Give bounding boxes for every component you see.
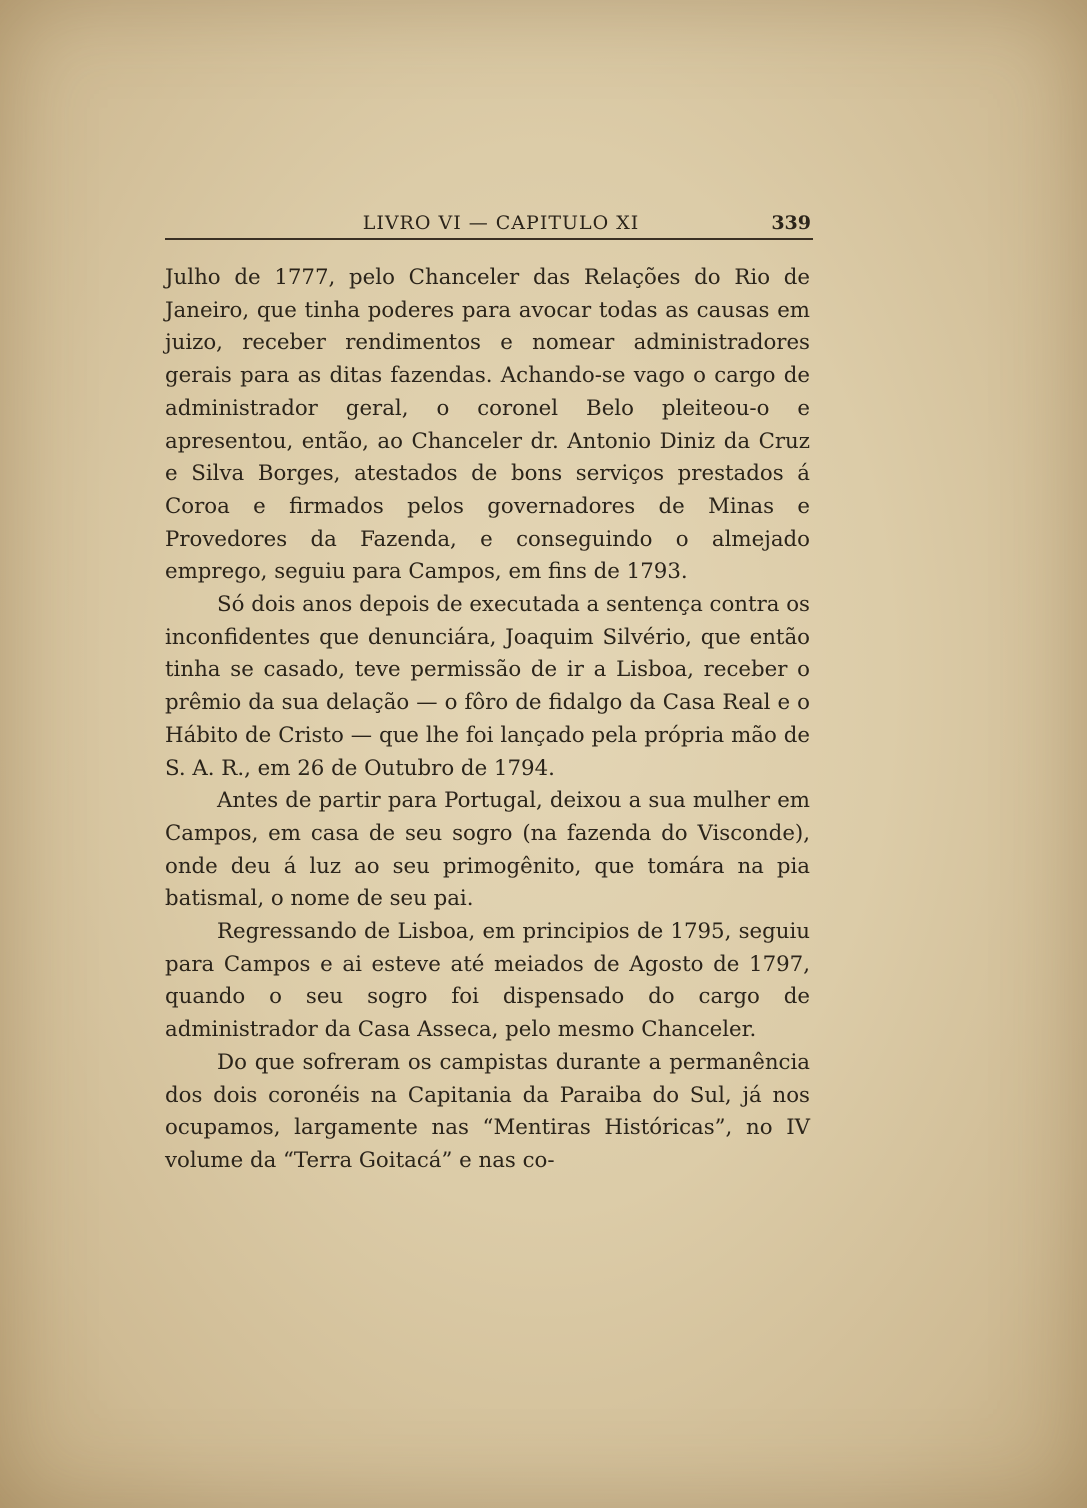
paragraph: Do que sofreram os campistas durante a permanência dos dois coronéis na Capitania da Paraiba do Sul, já nos ocupamos, largamente nas “Mentiras Históricas”, no IV volume da “Terra Goitacá” e nas co- [165,1049,810,1173]
running-title: LIVRO VI — CAPITULO XI [362,212,640,234]
page-number: 339 [771,212,811,234]
header-rule [165,238,813,240]
paragraph: Antes de partir para Portugal, deixou a sua mulher em Campos, em casa de seu sogro (na fazenda do Visconde), onde deu á luz ao seu primogênito, que tomára na pia batismal, o nome de seu pai. [165,788,810,912]
body-text [165,262,810,1178]
paragraph: Julho de 1777, pelo Chanceler das Relações do Rio de Janeiro, que tinha poderes para avocar todas as causas em juizo, receber rendimentos e nomear administradores gerais para as ditas fazendas. Achando-se vago o cargo de administrador geral, o coronel Belo pleiteou-o e apresentou, então, ao Chanceler dr. Antonio Diniz da Cruz e Silva Borges, atestados de bons serviços prestados á Coroa e firmados pelos governadores de Minas e Provedores da Fazenda, e conseguindo o almejado emprego, seguiu para Campos, em fins de 1793. [165,265,810,585]
paragraph: Regressando de Lisboa, em principios de 1795, seguiu para Campos e ai esteve até meiados de Agosto de 1797, quando o seu sogro foi dispensado do cargo de administrador da Casa Asseca, pelo mesmo Chanceler. [165,919,810,1043]
paragraph: Só dois anos depois de executada a sentença contra os inconfidentes que denunciára, Joaquim Silvério, que então tinha se casado, teve permissão de ir a Lisboa, receber o prêmio da sua delação — o fôro de fidalgo da Casa Real e o Hábito de Cristo — que lhe foi lançado pela própria mão de S. A. R., em 26 de Outubro de 1794. [165,592,810,781]
